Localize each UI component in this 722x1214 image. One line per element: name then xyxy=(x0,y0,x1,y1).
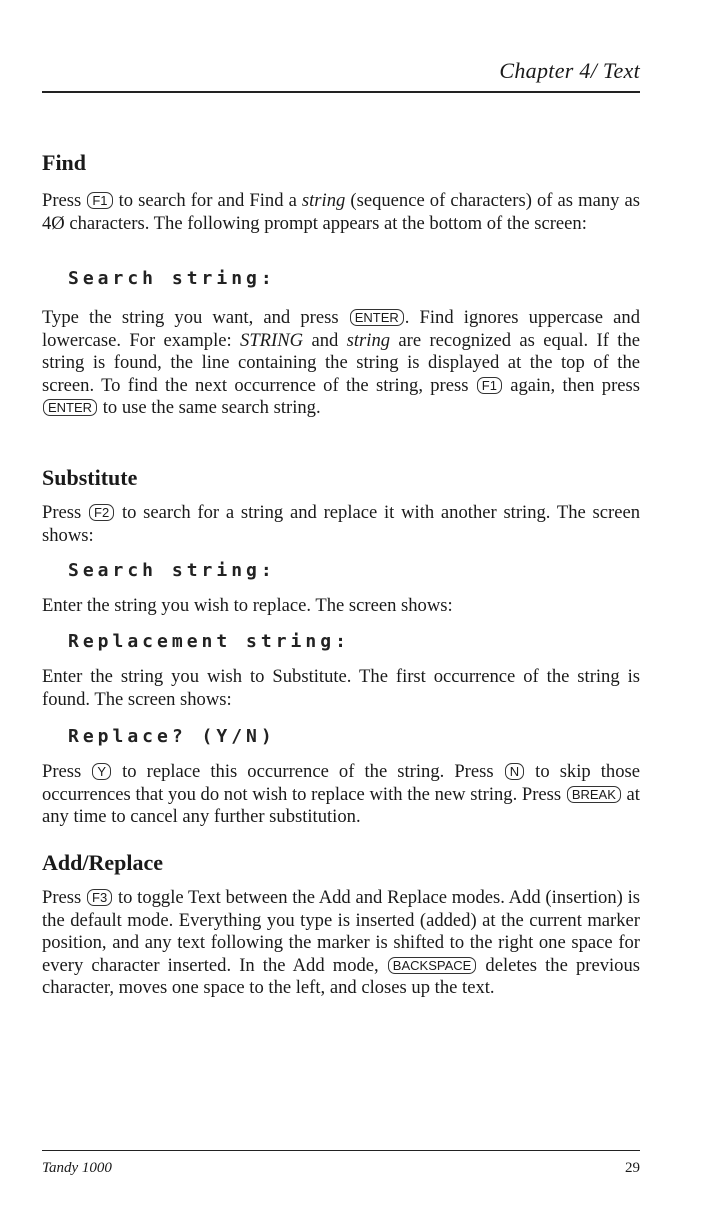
manual-page xyxy=(42,0,640,1214)
search-string-prompt: Search string: xyxy=(68,560,276,581)
n-key: N xyxy=(505,763,524,780)
footer-title: Tandy 1000 xyxy=(42,1160,112,1176)
enter-key: ENTER xyxy=(43,399,97,416)
section-heading-substitute: Substitute xyxy=(42,465,138,490)
substitute-paragraph-1: Press F2 to search for a string and replace it with another string. The screen shows: xyxy=(42,502,641,546)
f1-key: F1 xyxy=(477,377,502,394)
find-paragraph-1: Press F1 to search for and Find a string (sequence of characters) of as many as 4Ø characters. The following prompt appears at the bottom of the screen: xyxy=(42,190,641,234)
footer-rule xyxy=(42,1150,640,1151)
search-string-prompt: Search string: xyxy=(68,268,276,289)
f1-key: F1 xyxy=(87,192,112,209)
replace-yn-prompt: Replace? (Y/N) xyxy=(68,726,276,747)
section-heading-add-replace: Add/Replace xyxy=(42,850,163,875)
f2-key: F2 xyxy=(89,504,114,521)
break-key: BREAK xyxy=(567,786,621,803)
enter-key: ENTER xyxy=(350,309,404,326)
header-rule xyxy=(42,91,640,93)
substitute-paragraph-2: Enter the string you wish to replace. The screen shows: xyxy=(42,595,453,616)
running-head: Chapter 4/ Text xyxy=(499,58,640,83)
find-paragraph-2: Type the string you want, and press ENTER . Find ignores uppercase and lowercase. For example: STRING and string are recognized as equal. If the string is found, the line containing the string is displayed at the top of the screen. To find the next occurrence of the string, press F1 again, then press ENTER to use the same search string. xyxy=(42,307,640,418)
f3-key: F3 xyxy=(87,889,112,906)
y-key: Y xyxy=(92,763,111,780)
section-heading-find: Find xyxy=(42,150,87,175)
page-number: 29 xyxy=(625,1160,640,1176)
add-replace-paragraph: Press F3 to toggle Text between the Add and Replace modes. Add (insertion) is the default mode. Everything you type is inserted (added) at the current marker position, and any text following the marker is shifted to the right one space for every character inserted. In the Add mode, BACKSPACE deletes the previous character, moves one space to the left, and closes up the text. xyxy=(42,887,640,998)
substitute-paragraph-4: Press Y to replace this occurrence of the string. Press N to skip those occurrences that you do not wish to replace with the new string. Press BREAK at any time to cancel any further substitution. xyxy=(42,761,641,827)
replacement-string-prompt: Replacement string: xyxy=(68,631,350,652)
backspace-key: BACKSPACE xyxy=(388,957,477,974)
substitute-paragraph-3: Enter the string you wish to Substitute. The first occurrence of the string is found. The screen shows: xyxy=(42,666,640,710)
